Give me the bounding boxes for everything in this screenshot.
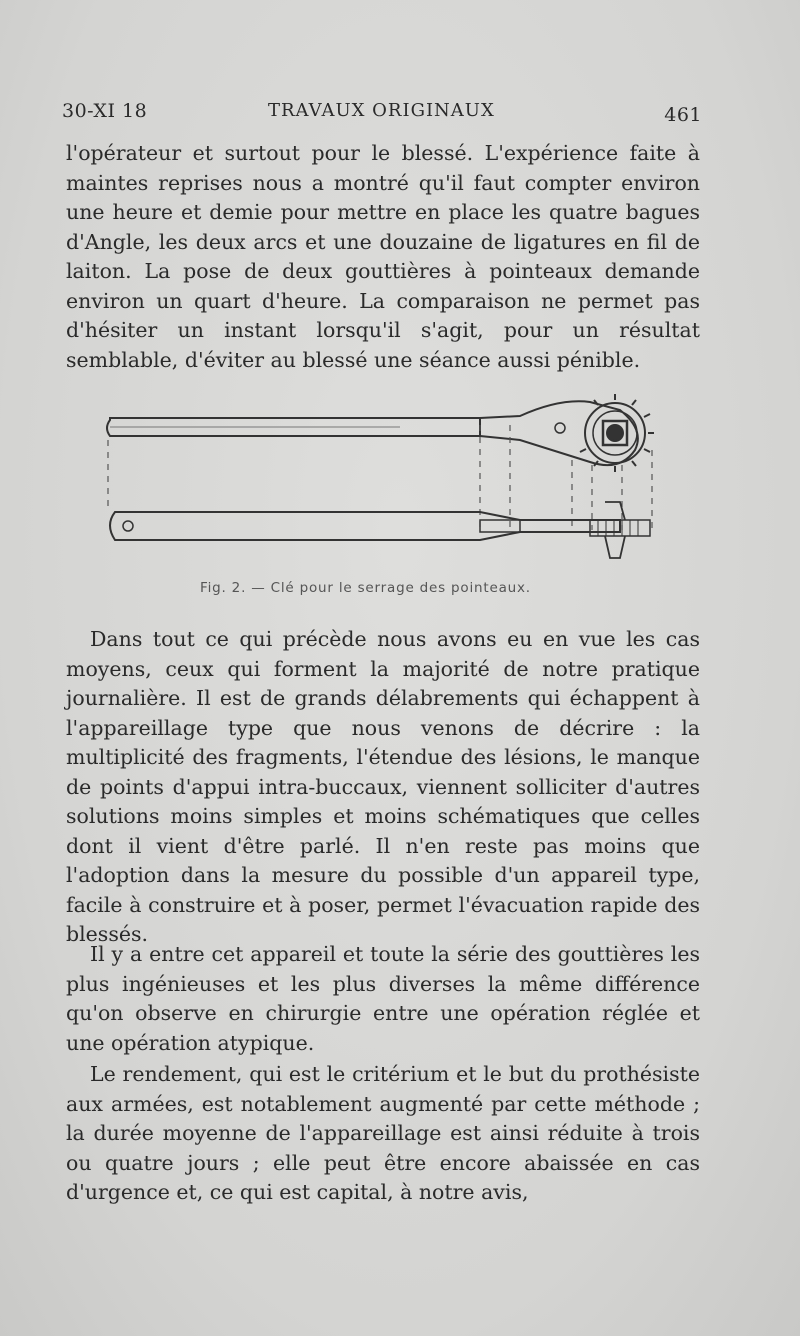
header-date: 30-XI 18 bbox=[62, 100, 148, 122]
header-title: TRAVAUX ORIGINAUX bbox=[268, 100, 495, 121]
page-number: 461 bbox=[664, 104, 702, 126]
running-header bbox=[62, 100, 702, 130]
paragraph-2: Dans tout ce qui précède nous avons eu en vue les cas moyens, ceux qui forment la majorité de notre pratique journalière. Il est de grands délabrements qui échappent à l'appareillage type que nous venons de décrire : la multiplicité des fragments, l'étendue des lésions, le manque de points d'appui intra-buccaux, viennent solliciter d'autres solutions moins simples et moins schématiques que celles dont il vient d'être parlé. Il n'en reste pas moins que l'adoption dans la mesure du possible d'un appareil type, facile à construire et à poser, permet l'évacuation rapide des blessés. bbox=[66, 627, 700, 946]
paragraph-1: l'opérateur et surtout pour le blessé. L'expérience faite à maintes reprises nous a montré qu'il faut compter environ une heure et demie pour mettre en place les quatre bagues d'Angle, les deux arcs et une douzaine de ligatures en fil de laiton. La pose de deux gouttières à pointeaux demande environ un quart d'heure. La comparaison ne permet pas d'hésiter un instant lorsqu'il s'agit, pour un résultat semblable, d'éviter au blessé une séance aussi pénible. bbox=[66, 141, 700, 372]
wrench-illustration bbox=[100, 380, 670, 580]
figure-caption: Fig. 2. — Clé pour le serrage des pointeaux. bbox=[200, 580, 531, 596]
paragraph-4: Le rendement, qui est le critérium et le but du prothésiste aux armées, est notablement augmenté par cette méthode ; la durée moyenne de l'appareillage est ainsi réduite à trois ou quatre jours ; elle peut être encore abaissée en cas d'urgence et, ce qui est capital, à notre avis, bbox=[66, 1062, 700, 1204]
paragraph-3: Il y a entre cet appareil et toute la série des gouttières les plus ingénieuses et les plus diverses la même différence qu'on observe en chirurgie entre une opération réglée et une opération atypique. bbox=[66, 942, 700, 1055]
